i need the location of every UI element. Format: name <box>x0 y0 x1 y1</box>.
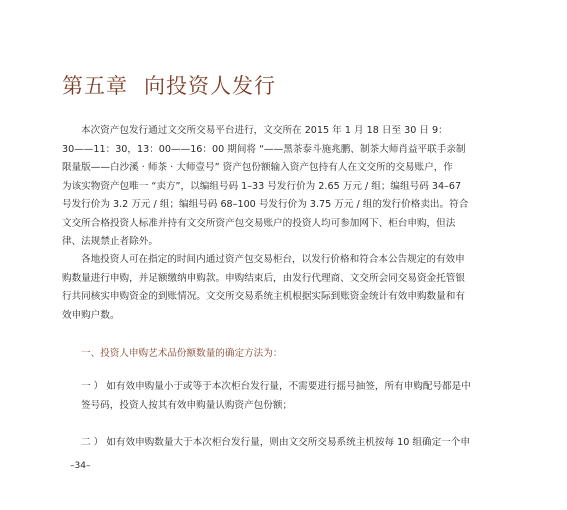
list-item-one <box>81 378 501 415</box>
chapter-number: 第五章 <box>62 74 128 98</box>
paragraph-line: 律、法规禁止者除外。 <box>62 236 158 247</box>
paragraph-line: 本次资产包发行通过文交所交易平台进行，文交所在 2015 年 1 月 18 日至 30 日 9： <box>81 125 448 136</box>
chapter-title <box>62 70 276 100</box>
paragraph-line: 号发行价为 3.2 万元 / 组；编组号码 68–100 号发行价为 3.75 万元 / 组的发行价格卖出。符合 <box>62 199 469 210</box>
list-item-two <box>81 434 501 453</box>
paragraph-line: 为该实物资产包唯一 “卖方”，以编组号码 1–33 号发行价为 2.65 万元 / 组；编组号码 34–67 <box>62 180 462 192</box>
paragraph-line: 效申购户数。 <box>62 309 120 321</box>
paragraph-line: 30——11：30，13：00——16：00 期间将 “——黑茶泰斗施兆鹏、制茶大师肖益平联手亲制 <box>62 143 466 155</box>
paragraph-line: 购数量进行申购，并足额缴纳申购款。申购结束后，由发行代理商、文交所会同交易资金托管银 <box>62 272 465 284</box>
section-heading: 一、投资人申购艺术品份额数量的确定方法为： <box>81 348 283 359</box>
paragraph-line: 行共同核实申购资金的到账情况。文交所交易系统主机根据实际到账资金统计有效申购数量和有 <box>62 291 465 302</box>
list-item-line: 签号码，投资人按其有效申购量认购资产包份额； <box>81 399 293 411</box>
list-item-line: 二 ） 如有效申购数量大于本次柜台发行量，则由文交所交易系统主机按每 10 组确定一个申 <box>81 437 470 448</box>
paragraph-line: 文交所合格投资人标准并持有文交所资产包交易账户的投资人均可参加网下、柜台申购，但法 <box>62 217 456 229</box>
chapter-heading: 向投资人发行 <box>144 74 276 98</box>
paragraph-line: 各地投资人可在指定的时间内通过资产包交易柜台，以发行价格和符合本公告规定的有效申 <box>81 254 465 265</box>
paragraph-issuance <box>62 122 498 252</box>
list-item-line: 一 ） 如有效申购量小于或等于本次柜台发行量，不需要进行摇号抽签，所有申购配号都是中 <box>81 381 471 392</box>
paragraph-subscription <box>62 251 498 325</box>
page-number: –34– <box>70 461 91 471</box>
paragraph-line: 限量版——白沙溪 · 师茶 · 大师壹号” 资产包份额输入资产包持有人在文交所的交易账户，作 <box>62 162 453 173</box>
